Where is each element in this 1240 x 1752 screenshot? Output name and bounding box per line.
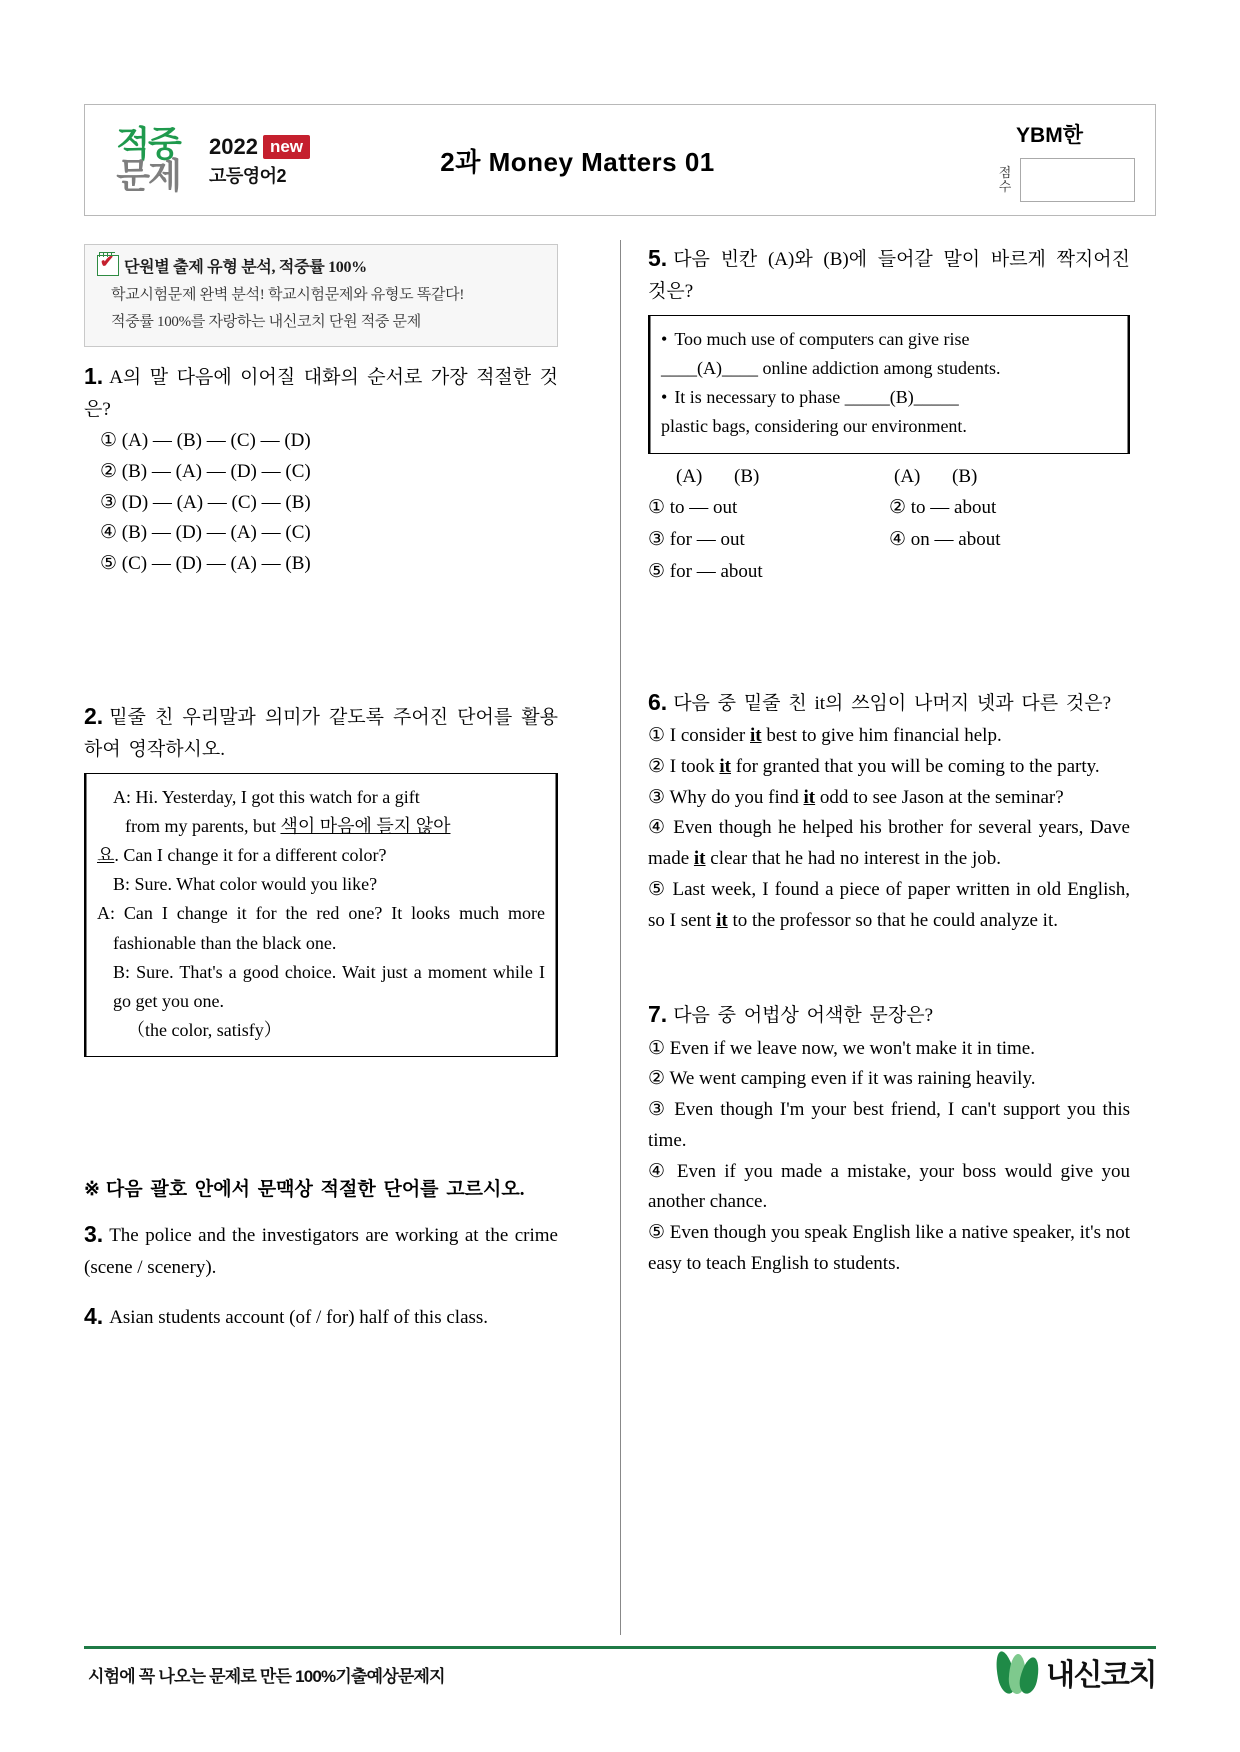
q7-choice-5[interactable]: ⑤ Even though you speak English like a native speaker, it's not easy to teach English to students.	[648, 1222, 1130, 1274]
q5-bullet-1-line-1	[661, 325, 1117, 354]
notice-heading-text: 단원별 출제 유형 분석, 적중률 100%	[124, 259, 367, 276]
q2-line2b: . Can I change it for a different color?	[114, 845, 387, 866]
column-divider	[620, 240, 621, 1635]
question-4	[84, 1298, 558, 1335]
q2-korean-underline-2: 요	[97, 845, 115, 866]
q6-choice-1[interactable]	[648, 721, 1130, 752]
footer-divider	[84, 1646, 1156, 1649]
edition-year: 2022	[209, 134, 258, 159]
question-7-prompt	[648, 996, 1130, 1033]
analysis-notice-box	[84, 244, 558, 347]
spacer-q1-q2	[84, 580, 558, 698]
logo-text-bottom: 문제	[116, 156, 180, 196]
q5-answer-column-headers	[648, 462, 1130, 492]
question-2-number: 2.	[84, 702, 104, 729]
footer-brand-name: 내신코치	[1046, 1659, 1156, 1692]
score-label-line2: 수	[998, 178, 1012, 194]
instruction-text: 다음 괄호 안에서 문맥상 적절한 단어를 고르시오.	[105, 1179, 525, 1201]
q2-dialogue-line-6: B: Sure. That's a good choice. Wait just a moment while I go get you one.	[113, 961, 545, 1011]
question-2-prompt-text: 밑줄 친 우리말과 의미가 같도록 주어진 단어를 활용하여 영작하시오.	[84, 706, 558, 761]
notice-line-2: 학교시험문제 완벽 분석! 학교시험문제와 유형도 똑같다!	[111, 287, 465, 303]
q2-dialogue-line-4: B: Sure. What color would you like?	[113, 874, 378, 895]
question-6	[648, 684, 1130, 937]
q6-choice-4-pre: Even though he helped his brother for several years, Dave made	[648, 817, 1130, 870]
q5-choice-5[interactable]: ⑤ for — about	[648, 560, 763, 582]
spacer-q2-instruction	[84, 1057, 558, 1175]
q6-choice-1-mark: ①	[648, 725, 666, 746]
right-column	[648, 240, 1130, 1280]
leaf-logo-icon	[997, 1650, 1039, 1694]
q6-choice-4-post: clear that he had no interest in the job.	[705, 848, 1001, 870]
q6-choice-4-mark: ④	[648, 817, 667, 839]
q6-prompt-part-b: 의 쓰임이 나머지 넷과 다른 것은?	[825, 692, 1112, 714]
logo-text-top: 적중	[116, 124, 180, 164]
q2-dialogue-line-3	[97, 841, 545, 870]
question-2-dialogue-box	[84, 773, 558, 1057]
q6-choice-1-em: it	[750, 725, 762, 746]
question-6-number: 6.	[648, 688, 668, 715]
q5-header-b-right: (B)	[952, 465, 978, 487]
q2-dialogue-line-2	[97, 812, 545, 841]
q5-choice-2[interactable]: ② to — about	[889, 497, 997, 519]
q6-choice-2-post: for granted that you will be coming to the party.	[731, 755, 1100, 777]
left-column	[84, 358, 558, 1335]
bullet-icon-2: •	[661, 387, 668, 408]
score-label-line1: 점	[998, 164, 1012, 180]
notice-line-3: 적중률 100%를 자랑하는 내신코치 단원 적중 문제	[111, 314, 421, 330]
edition-info	[209, 133, 310, 187]
q5-bullet-1-line-2: ____(A)____ online addiction among students.	[661, 358, 1001, 379]
question-7-prompt-text: 다음 중 어법상 어색한 문장은?	[673, 1005, 934, 1027]
q6-choice-2-pre: I took	[669, 755, 720, 777]
question-2	[84, 698, 558, 1057]
memo-check-icon	[97, 255, 119, 276]
q1-choice-3[interactable]: ③ (D) — (A) — (C) — (B)	[100, 491, 311, 513]
question-3-text	[84, 1216, 558, 1284]
question-5-prompt-text: 다음 빈칸 (A)와 (B)에 들어갈 말이 바르게 짝지어진 것은?	[648, 249, 1130, 303]
q5-header-b-left: (B)	[734, 465, 760, 487]
question-6-prompt	[648, 684, 1130, 721]
question-3-sentence: The police and the investigators are working at the crime (scene / scenery).	[84, 1225, 558, 1279]
question-1-prompt	[84, 358, 558, 426]
publisher-label: YBM한	[1016, 123, 1083, 147]
q6-choice-3-mark: ③	[648, 786, 666, 808]
q6-choice-2-mark: ②	[648, 755, 666, 777]
q6-choice-1-pre: I consider	[669, 725, 750, 746]
spacer-q6-q7	[648, 936, 1130, 996]
q2-word-hint: （the color, satisfy）	[127, 1020, 282, 1041]
q5-bullet-2-line-2: plastic bags, considering our environment.	[661, 416, 967, 437]
q6-choice-5-post: to the professor so that he could analyze it.	[727, 909, 1058, 931]
question-1-prompt-text: A의 말 다음에 이어질 대화의 순서로 가장 적절한 것은?	[84, 367, 558, 421]
document-header	[84, 104, 1156, 216]
section-instruction	[84, 1175, 558, 1206]
score-field-row	[997, 158, 1135, 202]
q7-choice-2[interactable]: ② We went camping even if it was raining heavily.	[648, 1068, 1036, 1090]
spacer-q3-q4	[84, 1284, 558, 1298]
q2-line1b: from my parents, but	[125, 816, 281, 837]
q6-choice-5-em: it	[716, 909, 728, 931]
q2-dialogue-line-1	[97, 783, 545, 812]
q6-prompt-keyword: it	[814, 692, 826, 714]
spacer-q5-q6	[648, 588, 1130, 684]
q6-choice-3-em: it	[803, 786, 816, 808]
footer-tagline: 시험에 꼭 나오는 문제로 만든 100%기출예상문제지	[88, 1667, 445, 1686]
question-2-prompt	[84, 698, 558, 766]
q6-choice-1-post: best to give him financial help.	[761, 725, 1002, 746]
publisher-area	[885, 119, 1155, 202]
instruction-mark: ※	[84, 1179, 100, 1201]
q7-choice-1[interactable]: ① Even if we leave now, we won't make it in time.	[648, 1037, 1035, 1059]
grade-label: 고등영어2	[209, 165, 287, 186]
q7-choice-4[interactable]: ④ Even if you made a mistake, your boss would give you another chance.	[648, 1160, 1130, 1213]
q5-header-a-right: (A)	[894, 465, 921, 487]
question-7	[648, 996, 1130, 1279]
question-1-number: 1.	[84, 363, 104, 389]
q2-line1a: A: Hi. Yesterday, I got this watch for a gift	[113, 786, 420, 807]
q6-choice-5-mark: ⑤	[648, 878, 667, 900]
q5-choice-4[interactable]: ④ on — about	[889, 528, 1001, 550]
q1-choice-2[interactable]: ② (B) — (A) — (D) — (C)	[100, 460, 311, 482]
question-5	[648, 240, 1130, 588]
page-title: 2과 Money Matters 01	[440, 146, 715, 177]
question-5-passage-box	[648, 315, 1130, 454]
footer-brand	[997, 1650, 1156, 1694]
q5-choices	[648, 492, 1130, 588]
q6-choice-3-pre: Why do you find	[669, 786, 804, 808]
q5-bullet1-text1: Too much use of computers can give rise	[674, 329, 970, 350]
brand-logo	[103, 124, 193, 196]
q2-korean-underline-1: 색이 마음에 들지 않아	[280, 816, 451, 837]
bullet-icon: •	[661, 329, 668, 350]
score-label	[997, 166, 1013, 193]
question-1	[84, 358, 558, 580]
question-5-number: 5.	[648, 245, 668, 271]
q6-choice-4-em: it	[693, 848, 706, 870]
q5-choice-1[interactable]: ① to — out	[648, 497, 738, 519]
q6-choice-2-em: it	[719, 755, 732, 777]
q6-choice-3[interactable]	[648, 783, 1130, 814]
new-badge: new	[263, 135, 310, 159]
q1-choice-4[interactable]: ④ (B) — (D) — (A) — (C)	[100, 522, 311, 544]
q5-bullet-2-line-1	[661, 383, 1117, 412]
question-4-text	[84, 1298, 558, 1335]
question-3-number: 3.	[84, 1221, 104, 1248]
q6-choice-3-post: odd to see Jason at the seminar?	[815, 786, 1064, 808]
question-3	[84, 1216, 558, 1284]
question-4-number: 4.	[84, 1303, 104, 1330]
q1-choice-5[interactable]: ⑤ (C) — (D) — (A) — (B)	[100, 553, 311, 575]
question-5-prompt	[648, 240, 1130, 308]
q5-header-a-left: (A)	[676, 465, 703, 487]
q6-choice-2[interactable]	[648, 752, 1130, 783]
q2-dialogue-line-5: A: Can I change it for the red one? It looks much more fashionable than the black one.	[97, 903, 545, 953]
q5-choice-3[interactable]: ③ for — out	[648, 528, 745, 550]
score-input-box[interactable]	[1020, 158, 1135, 202]
q6-choice-5[interactable]	[648, 875, 1130, 937]
q1-choice-1[interactable]: ① (A) — (B) — (C) — (D)	[100, 430, 311, 452]
question-7-number: 7.	[648, 1001, 668, 1028]
q5-bullet2-text1: It is necessary to phase _____(B)_____	[674, 387, 959, 408]
question-4-sentence: Asian students account (of / for) half of this class.	[109, 1307, 489, 1329]
q7-choice-3[interactable]: ③ Even though I'm your best friend, I can't support you this time.	[648, 1099, 1130, 1151]
q6-choice-4[interactable]	[648, 813, 1130, 875]
q6-choice-5-pre: Last week, I found a piece of paper written in old English, so I sent	[648, 878, 1131, 931]
q6-prompt-part-a: 다음 중 밑줄 친	[673, 692, 815, 714]
notice-heading	[97, 254, 545, 277]
